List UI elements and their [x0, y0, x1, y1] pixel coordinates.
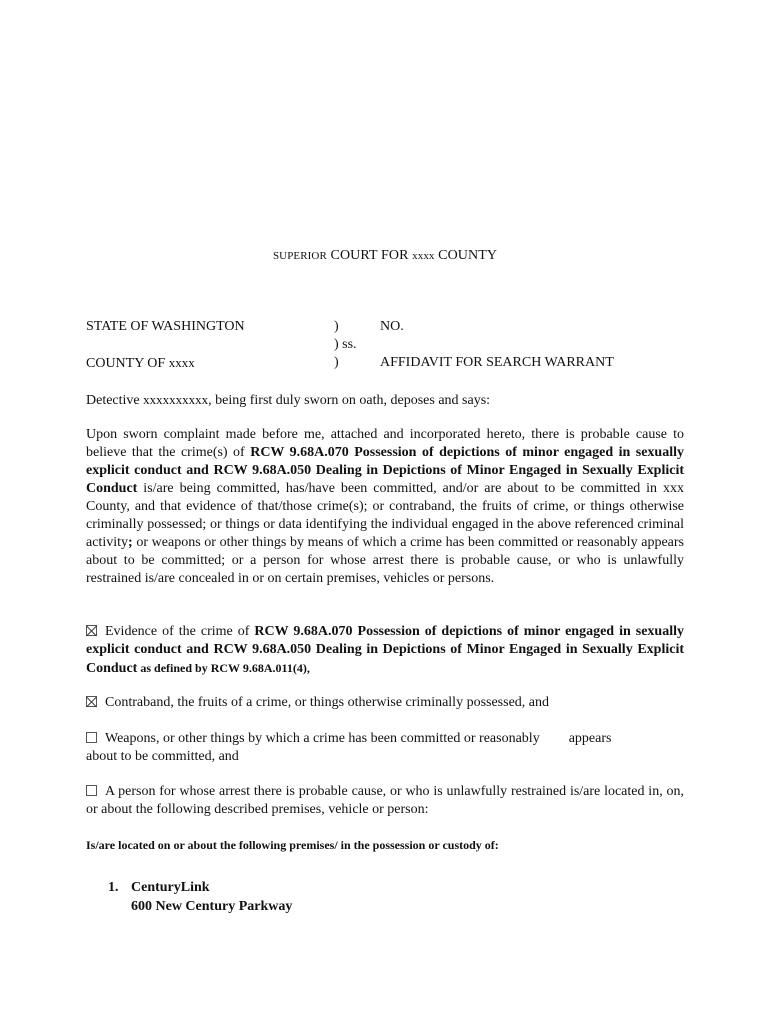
option-evidence-pre: Evidence of the crime of: [105, 624, 255, 639]
list-item: [108, 878, 292, 897]
option-weapons: [86, 730, 684, 766]
court-title-county-name: xxxx: [412, 250, 435, 262]
caption-state: STATE OF WASHINGTON: [86, 319, 245, 334]
location-heading: [86, 836, 684, 855]
document-title: AFFIDAVIT FOR SEARCH WARRANT: [380, 355, 614, 370]
complaint-post-2: or weapons or other things by means of which a crime has been committed or reasonably appears about to be committed; or a person for whose arrest there is probable cause, or who is unlawfully restrained is/are concealed in or on certain premises, vehicles or persons.: [86, 535, 684, 586]
court-title-county-word: COUNTY: [434, 248, 498, 263]
complaint-crimes: RCW 9.68A.070 Possession of depictions of minor engaged in sexually explicit conduct and RCW 9.68A.050 Dealing in Depictions of Minor Engaged in Sexually Explicit Conduct: [86, 445, 684, 496]
person-checkbox[interactable]: [86, 785, 97, 796]
option-contraband: [86, 694, 684, 712]
complaint-semicolon: ;: [128, 535, 133, 550]
option-weapons-text-b: appears: [568, 731, 612, 746]
complaint-post: is/are being committed, has/have been committed, and/or are about to be committed in xxx County, and that evidence of that/those crime(s); or contraband, the fruits of crime, or things otherwise criminally possessed; or things or data identifying the individual engaged in the above referenced criminal activity: [86, 481, 684, 550]
location-name: CenturyLink: [131, 880, 210, 895]
court-title: [0, 248, 770, 264]
evidence-checkbox[interactable]: [86, 625, 97, 636]
court-title-superior: SUPERIOR: [272, 250, 327, 262]
complaint-pre: Upon sworn complaint made before me, attached and incorporated hereto, there is probable cause to believe that the crime(s) of: [86, 427, 684, 460]
option-person: [86, 783, 684, 819]
caption-county-name: xxxx: [168, 355, 195, 370]
caption-paren-3: ): [334, 355, 339, 370]
location-list: [108, 878, 292, 916]
intro-text-a: Detective: [86, 393, 144, 408]
intro-paragraph: [86, 391, 684, 410]
option-weapons-text-a: Weapons, or other things by which a crime has been committed or reasonably: [105, 731, 540, 746]
caption-paren-1: ): [334, 319, 339, 334]
caption-county-label: COUNTY OF: [86, 356, 169, 371]
option-contraband-text: Contraband, the fruits of a crime, or things otherwise criminally possessed, and: [105, 695, 550, 710]
option-evidence-tail: as defined by RCW 9.68A.011(4),: [137, 661, 310, 675]
option-evidence: [86, 623, 684, 678]
location-address: 600 New Century Parkway: [131, 899, 293, 914]
option-weapons-text-c: about to be committed, and: [86, 749, 239, 764]
location-heading-text: Is/are located on or about the following premises/ in the possession or custody of:: [86, 838, 499, 852]
case-number-label: NO.: [380, 319, 404, 334]
caption-ss: ) ss.: [334, 337, 357, 352]
option-evidence-crimes: RCW 9.68A.070 Possession of depictions of minor engaged in sexually explicit conduct and RCW 9.68A.050 Dealing in Depictions of Minor Engaged in Sexually Explicit Conduct: [86, 624, 684, 676]
option-person-text: A person for whose arrest there is probable cause, or who is unlawfully restrained is/are located in, on, or about the following described premises, vehicle or person:: [86, 784, 684, 817]
weapons-checkbox[interactable]: [86, 732, 97, 743]
intro-detective-name: xxxxxxxxxx: [143, 392, 209, 407]
location-number: 1.: [108, 880, 119, 895]
intro-text-b: , being first duly sworn on oath, deposes and says:: [208, 393, 491, 408]
complaint-paragraph: [86, 426, 684, 588]
caption-county: [86, 355, 195, 372]
contraband-checkbox[interactable]: [86, 696, 97, 707]
court-title-court: COURT FOR: [326, 248, 413, 263]
